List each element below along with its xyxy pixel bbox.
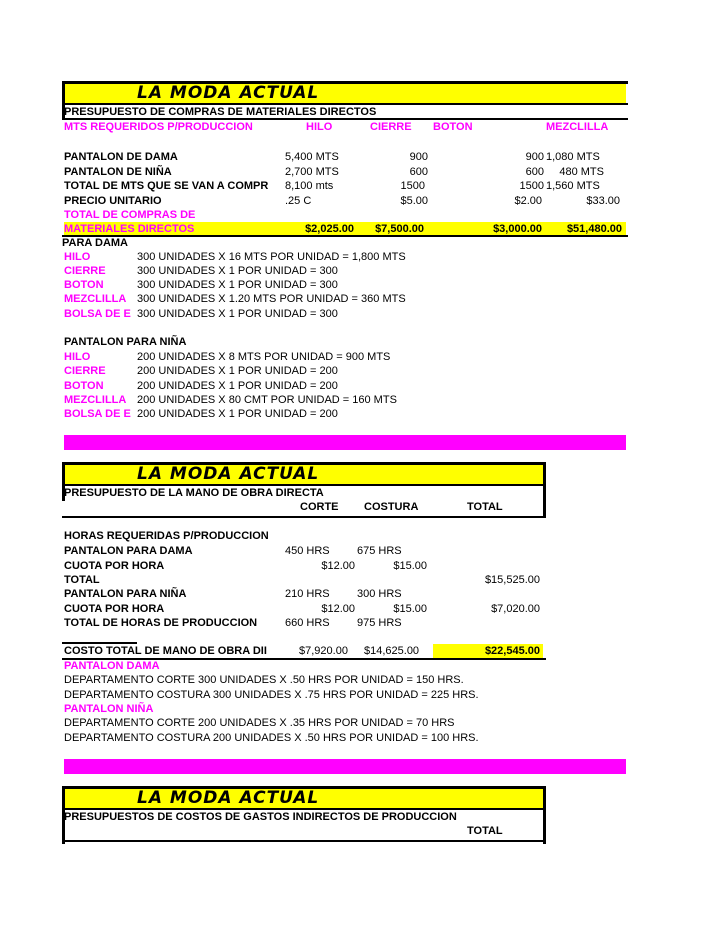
row-hilo: 5,400 MTS — [285, 151, 339, 163]
section-divider — [64, 759, 626, 774]
labor-subtitle: PRESUPUESTO DE LA MANO DE OBRA DIRECTA — [64, 487, 324, 499]
header-costura: COSTURA — [364, 501, 419, 513]
dama-heading: PARA DAMA — [62, 237, 128, 249]
title-border-bottom — [62, 484, 546, 486]
row-hilo: 8,100 mts — [285, 180, 334, 192]
cost-border-top — [62, 642, 137, 644]
row-corte: $12.00 — [321, 603, 355, 615]
cost-costura: $14,625.00 — [364, 645, 420, 657]
row-corte: 210 HRS — [285, 588, 330, 600]
row-boton: 600 — [525, 166, 544, 178]
row-total: $7,020.00 — [491, 603, 540, 615]
row-hilo: .25 C — [285, 195, 312, 207]
subtitle-border — [62, 118, 628, 120]
row-label: PANTALON DE DAMA — [64, 151, 178, 163]
cost-corte: $7,920.00 — [299, 645, 348, 657]
row-corte: 450 HRS — [285, 545, 330, 557]
section-divider — [64, 435, 626, 450]
row-hilo: 2,700 MTS — [285, 166, 339, 178]
row-label: PRECIO UNITARIO — [64, 195, 162, 207]
dama-line: DEPARTAMENTO CORTE 300 UNIDADES X .50 HRS POR UNIDAD = 150 HRS. — [64, 674, 464, 686]
cost-total: $22,545.00 — [484, 645, 540, 657]
item-desc: 300 UNIDADES X 1 POR UNIDAD = 300 — [137, 279, 338, 291]
item-desc: 200 UNIDADES X 8 MTS POR UNIDAD = 900 MTS — [137, 351, 391, 363]
row-mezclilla: 480 MTS — [559, 166, 604, 178]
hours-label: HORAS REQUERIDAS P/PRODUCCION — [64, 530, 269, 542]
company-title: LA MODA ACTUAL — [137, 464, 320, 484]
row-label: PANTALON PARA DAMA — [64, 545, 193, 557]
item-name: MEZCLILLA — [64, 293, 127, 305]
title-border-right — [543, 462, 546, 518]
item-name: BOLSA DE E — [64, 408, 131, 420]
item-desc: 200 UNIDADES X 1 POR UNIDAD = 200 — [137, 408, 338, 420]
dama-heading: PANTALON DAMA — [64, 660, 160, 672]
header-label: MTS REQUERIDOS P/PRODUCCION — [64, 121, 253, 133]
nina-line: DEPARTAMENTO COSTURA 200 UNIDADES X .50 HRS POR UNIDAD = 100 HRS. — [64, 732, 479, 744]
item-name: BOLSA DE E — [64, 308, 131, 320]
item-desc: 200 UNIDADES X 1 POR UNIDAD = 200 — [137, 365, 338, 377]
materials-subtitle: PRESUPUESTO DE COMPRAS DE MATERIALES DIRECTOS — [64, 106, 377, 118]
row-boton: 1500 — [519, 180, 544, 192]
row-label: PANTALON DE NIÑA — [64, 166, 172, 178]
row-corte: $12.00 — [321, 560, 355, 572]
item-desc: 300 UNIDADES X 1 POR UNIDAD = 300 — [137, 308, 338, 320]
row-costura: 975 HRS — [357, 617, 402, 629]
row-cierre: 600 — [409, 166, 428, 178]
total-cierre: $7,500.00 — [375, 223, 424, 235]
header-mezclilla: MEZCLILLA — [546, 121, 609, 133]
row-label: CUOTA POR HORA — [64, 603, 165, 615]
total-label-2: MATERIALES DIRECTOS — [64, 223, 195, 235]
row-costura: $15.00 — [393, 560, 427, 572]
total-hilo: $2,025.00 — [305, 223, 354, 235]
row-costura: $15.00 — [393, 603, 427, 615]
row-label: TOTAL DE HORAS DE PRODUCCION — [64, 617, 258, 629]
row-boton: $2.00 — [514, 195, 542, 207]
title-border-bottom — [62, 103, 628, 105]
row-cierre: 900 — [409, 151, 428, 163]
row-label: PANTALON PARA NIÑA — [64, 588, 187, 600]
item-name: CIERRE — [64, 265, 106, 277]
company-title: LA MODA ACTUAL — [137, 788, 320, 808]
company-title: LA MODA ACTUAL — [137, 83, 320, 103]
header-total: TOTAL — [467, 501, 503, 513]
item-desc: 300 UNIDADES X 16 MTS POR UNIDAD = 1,800 MTS — [137, 251, 406, 263]
nina-line: DEPARTAMENTO CORTE 200 UNIDADES X .35 HRS POR UNIDAD = 70 HRS — [64, 717, 455, 729]
nina-heading: PANTALON PARA NIÑA — [64, 336, 187, 348]
overhead-subtitle: PRESUPUESTOS DE COSTOS DE GASTOS INDIRECTOS DE PRODUCCION — [64, 811, 457, 823]
header-border — [62, 840, 546, 842]
row-mezclilla: 1,080 MTS — [546, 151, 600, 163]
row-costura: 300 HRS — [357, 588, 402, 600]
row-mezclilla: 1,560 MTS — [546, 180, 600, 192]
row-label: TOTAL DE MTS QUE SE VAN A COMPR — [64, 180, 269, 192]
row-label: TOTAL — [64, 574, 100, 586]
row-cierre: 1500 — [400, 180, 425, 192]
title-border-bottom — [62, 808, 546, 810]
title-border-right — [543, 786, 546, 844]
totals-border — [62, 235, 628, 237]
item-desc: 300 UNIDADES X 1 POR UNIDAD = 300 — [137, 265, 338, 277]
item-desc: 200 UNIDADES X 80 CMT POR UNIDAD = 160 MTS — [137, 394, 397, 406]
nina-heading: PANTALON NIÑA — [64, 703, 154, 715]
item-name: BOTON — [64, 279, 104, 291]
row-corte: 660 HRS — [285, 617, 330, 629]
header-cierre: CIERRE — [370, 121, 412, 133]
header-border — [62, 516, 546, 518]
row-mezclilla: $33.00 — [586, 195, 620, 207]
row-label: CUOTA POR HORA — [64, 560, 165, 572]
dama-line: DEPARTAMENTO COSTURA 300 UNIDADES X .75 HRS POR UNIDAD = 225 HRS. — [64, 689, 479, 701]
item-name: CIERRE — [64, 365, 106, 377]
header-hilo: HILO — [306, 121, 333, 133]
row-total: $15,525.00 — [484, 574, 540, 586]
item-name: HILO — [64, 251, 91, 263]
row-costura: 675 HRS — [357, 545, 402, 557]
cost-label: COSTO TOTAL DE MANO DE OBRA DII — [64, 645, 267, 657]
total-label-1: TOTAL DE COMPRAS DE — [64, 209, 196, 221]
row-cierre: $5.00 — [400, 195, 428, 207]
total-boton: $3,000.00 — [493, 223, 542, 235]
item-desc: 200 UNIDADES X 1 POR UNIDAD = 200 — [137, 380, 338, 392]
total-mezclilla: $51,480.00 — [566, 223, 622, 235]
header-boton: BOTON — [433, 121, 473, 133]
header-total: TOTAL — [467, 825, 503, 837]
row-boton: 900 — [525, 151, 544, 163]
header-corte: CORTE — [300, 501, 339, 513]
item-name: MEZCLILLA — [64, 394, 127, 406]
item-desc: 300 UNIDADES X 1.20 MTS POR UNIDAD = 360 MTS — [137, 293, 406, 305]
item-name: HILO — [64, 351, 91, 363]
item-name: BOTON — [64, 380, 104, 392]
